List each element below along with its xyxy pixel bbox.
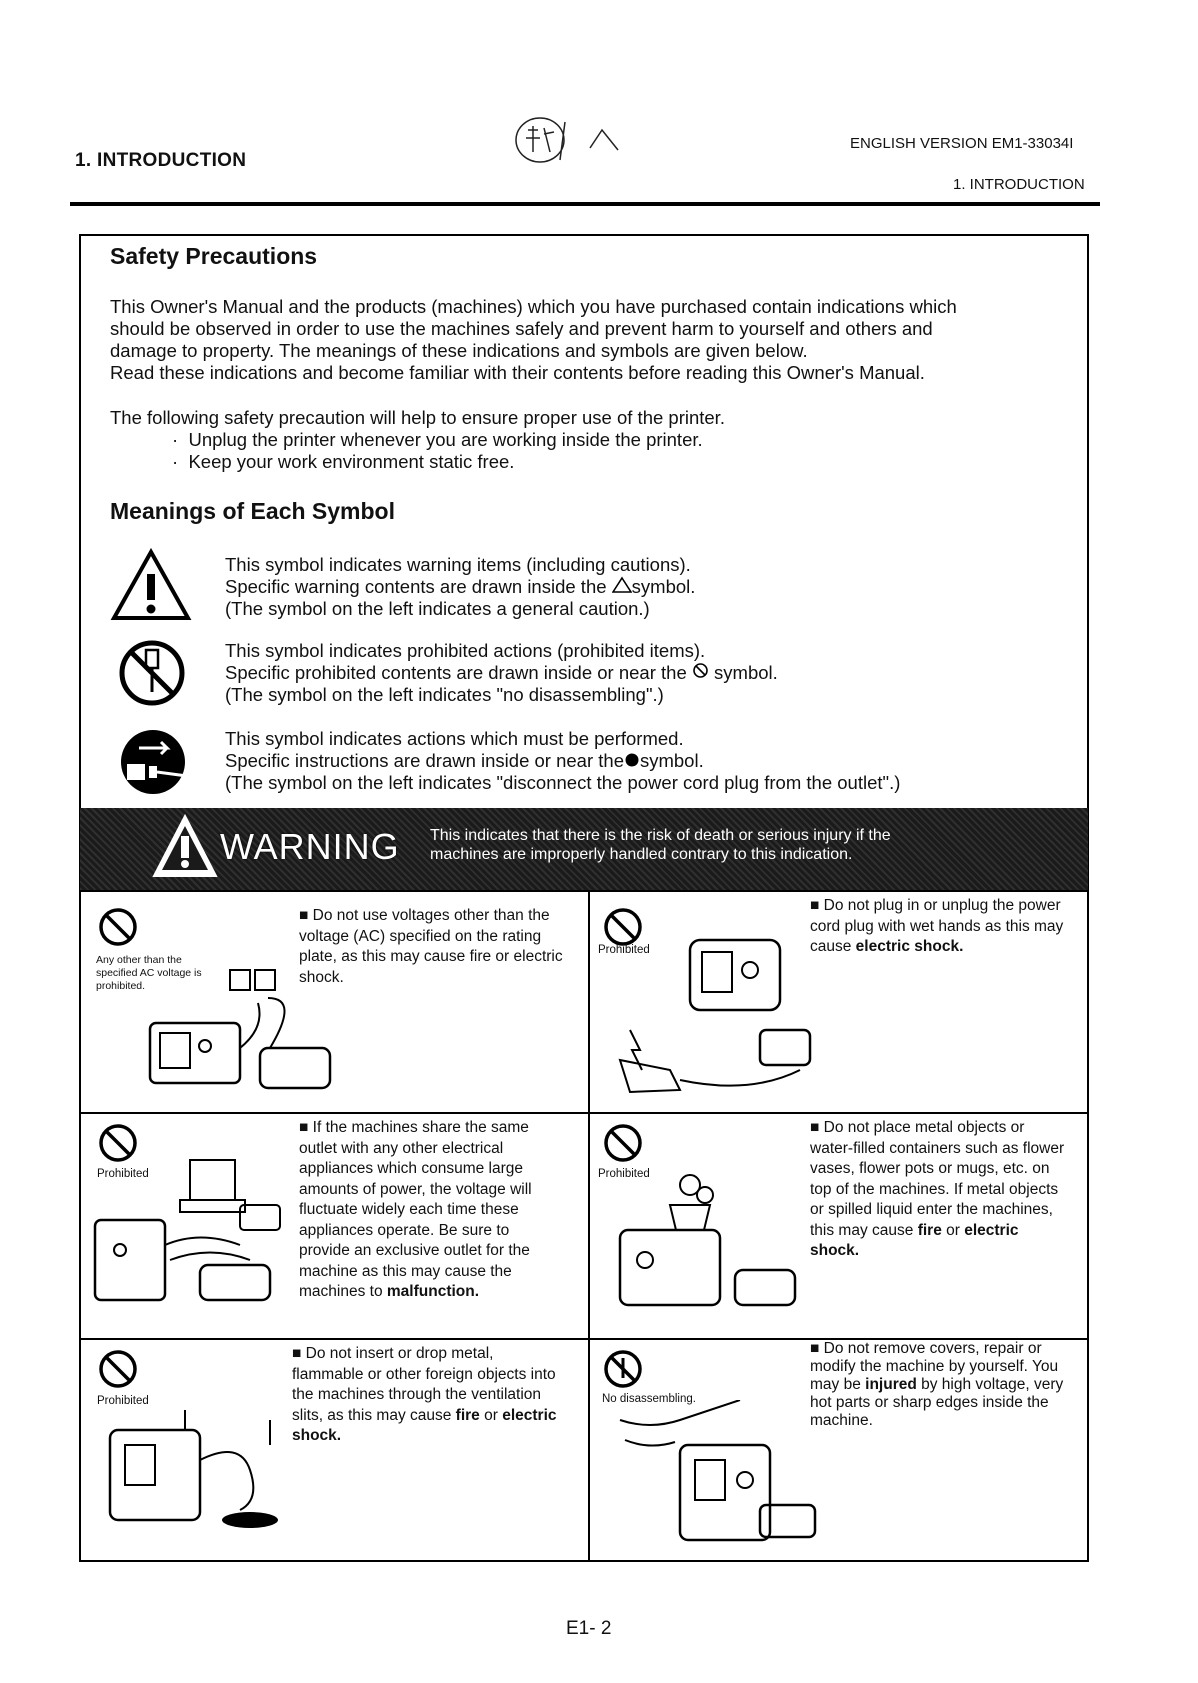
cell2-text: ■ Do not plug in or unplug the power cord plug with wet hands as this may cause electric shock. (810, 897, 1064, 955)
prohibited-icon (602, 1122, 644, 1164)
cell4-caption: Prohibited (598, 1168, 650, 1180)
no-disassembling-icon (117, 638, 187, 708)
mandatory-symbol-desc: This symbol indicates actions which must be performed. Specific instructions are drawn inside or near the symbol. (The symbol on the left indicates "disconnect the power cord plug from the outlet".) (225, 728, 901, 793)
grid-line (80, 890, 1088, 892)
safety-bullet-2: · Keep your work environment static free. (172, 451, 515, 472)
unplug-icon (117, 726, 189, 798)
small-dot-icon (624, 751, 640, 767)
warning-label: WARNING (220, 826, 400, 867)
warning-triangle-icon (110, 548, 192, 622)
flower-pot-illustration (610, 1160, 810, 1310)
page-number: E1- 2 (566, 1618, 612, 1639)
cell6-text: ■ Do not remove covers, repair or modify the machine by yourself. You may be injured by high voltage, very hot parts or sharp edges inside the machine. (810, 1340, 1064, 1429)
cell3-caption: Prohibited (97, 1168, 149, 1180)
warning-band-triangle-icon (150, 812, 220, 880)
prohibited-icon (97, 906, 139, 948)
symbols-title: Meanings of Each Symbol (110, 498, 395, 524)
cell1-caption: Any other than the specified AC voltage is prohibited. (96, 954, 202, 992)
prohibited-symbol-desc: This symbol indicates prohibited actions (prohibited items). Specific prohibited contents are drawn inside or near the symbol. (The symbol on the left indicates "no disassembling".) (225, 640, 778, 705)
version-label: ENGLISH VERSION EM1-33034I (850, 135, 1074, 152)
warning-symbol-desc: This symbol indicates warning items (including cautions). Specific warning contents are drawn inside the symbol. (The symbol on the left indicates a general caution.) (225, 554, 696, 619)
grid-line (588, 890, 590, 1560)
grid-line (80, 1112, 1088, 1114)
safety-lead: The following safety precaution will help to ensure proper use of the printer. (110, 407, 725, 428)
printer-voltage-illustration (140, 968, 350, 1098)
header-rule (70, 202, 1100, 206)
no-disassembling-icon (602, 1348, 644, 1390)
cell1-text: ■ Do not use voltages other than the voltage (AC) specified on the rating plate, as this may cause fire or electric shock. (299, 907, 563, 986)
wet-hands-illustration (610, 930, 820, 1100)
safety-bullet-1: · Unplug the printer whenever you are working inside the printer. (172, 429, 703, 450)
warning-desc: This indicates that there is the risk of death or serious injury if the machines are improperly handled contrary to this indication. (430, 827, 891, 863)
safety-paragraph: This Owner's Manual and the products (machines) which you have purchased contain indications which should be observed in order to use the machines safely and prevent harm to yourself and others and damage to property. The meanings of these indications and symbols are given below. Read these indications and become familiar with their contents before reading this Owner's Manual. (110, 296, 957, 383)
section-title-left: 1. INTRODUCTION (75, 150, 247, 171)
prohibited-icon (97, 1348, 139, 1390)
disassembly-illustration (610, 1400, 830, 1550)
small-prohibited-icon (692, 662, 709, 679)
cell4-text: ■ Do not place metal objects or water-filled containers such as flower vases, flower pots or mugs, etc. on top of the machines. If metal objects or spilled liquid enter the machines, this may cause fire or electric shock. (810, 1119, 1065, 1259)
cell5-text: ■ Do not insert or drop metal, flammable or other foreign objects into the machines through the ventilation slits, as this may cause fire or electric shock. (292, 1345, 557, 1444)
handwritten-stamp-icon (510, 108, 630, 178)
safety-title: Safety Precautions (110, 243, 318, 269)
foreign-objects-illustration (90, 1400, 300, 1550)
cell5-caption: Prohibited (97, 1395, 149, 1407)
small-triangle-icon (612, 576, 632, 593)
cell6-caption: No disassembling. (602, 1393, 696, 1405)
cell3-text: ■ If the machines share the same outlet with any other electrical appliances which consume large amounts of power, the voltage will fluctuate widely each time these appliances operate. Be sure to provide an exclusive outlet for the machine as this may cause the machines to malfunction. (299, 1119, 532, 1300)
cell2-caption: Prohibited (598, 944, 650, 956)
shared-outlet-illustration (90, 1150, 290, 1310)
section-title-right: 1. INTRODUCTION (953, 176, 1085, 193)
